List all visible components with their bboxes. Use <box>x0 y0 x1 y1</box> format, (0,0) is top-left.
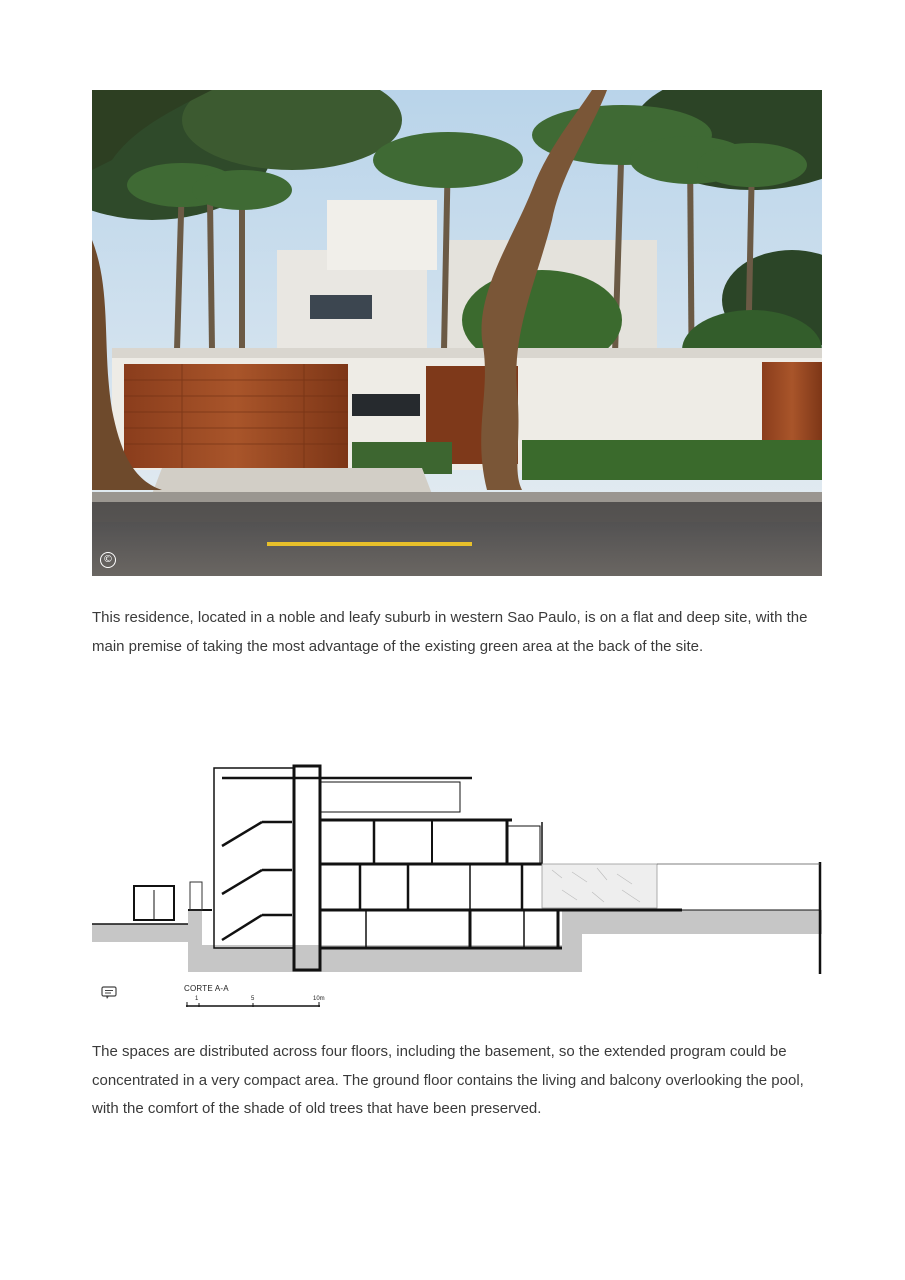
scale-mark-5: 5 <box>251 996 255 1002</box>
scale-mark-1: 1 <box>195 996 199 1002</box>
house-facade-illustration <box>92 90 822 576</box>
section-label: CORTE A-A <box>184 984 229 993</box>
floors-paragraph: The spaces are distributed across four floors, including the basement, so the extended program could be concentrated in a very compact area. The ground floor contains the living and balcony overlooking the pool, with the comfort of the shade of old trees that have been preserved. <box>92 1043 804 1117</box>
comment-icon[interactable] <box>101 986 117 1000</box>
scale-mark-10m: 10m <box>313 996 325 1002</box>
section-drawing[interactable] <box>92 760 822 1010</box>
section-a-a-illustration <box>92 760 822 1010</box>
copyright-icon: © <box>100 552 116 568</box>
intro-paragraph: This residence, located in a noble and leafy suburb in western Sao Paulo, is on a flat and deep site, with the main premise of taking the most advantage of the existing green area at the back of the site. <box>92 609 808 655</box>
house-facade-photo[interactable] <box>92 90 822 576</box>
